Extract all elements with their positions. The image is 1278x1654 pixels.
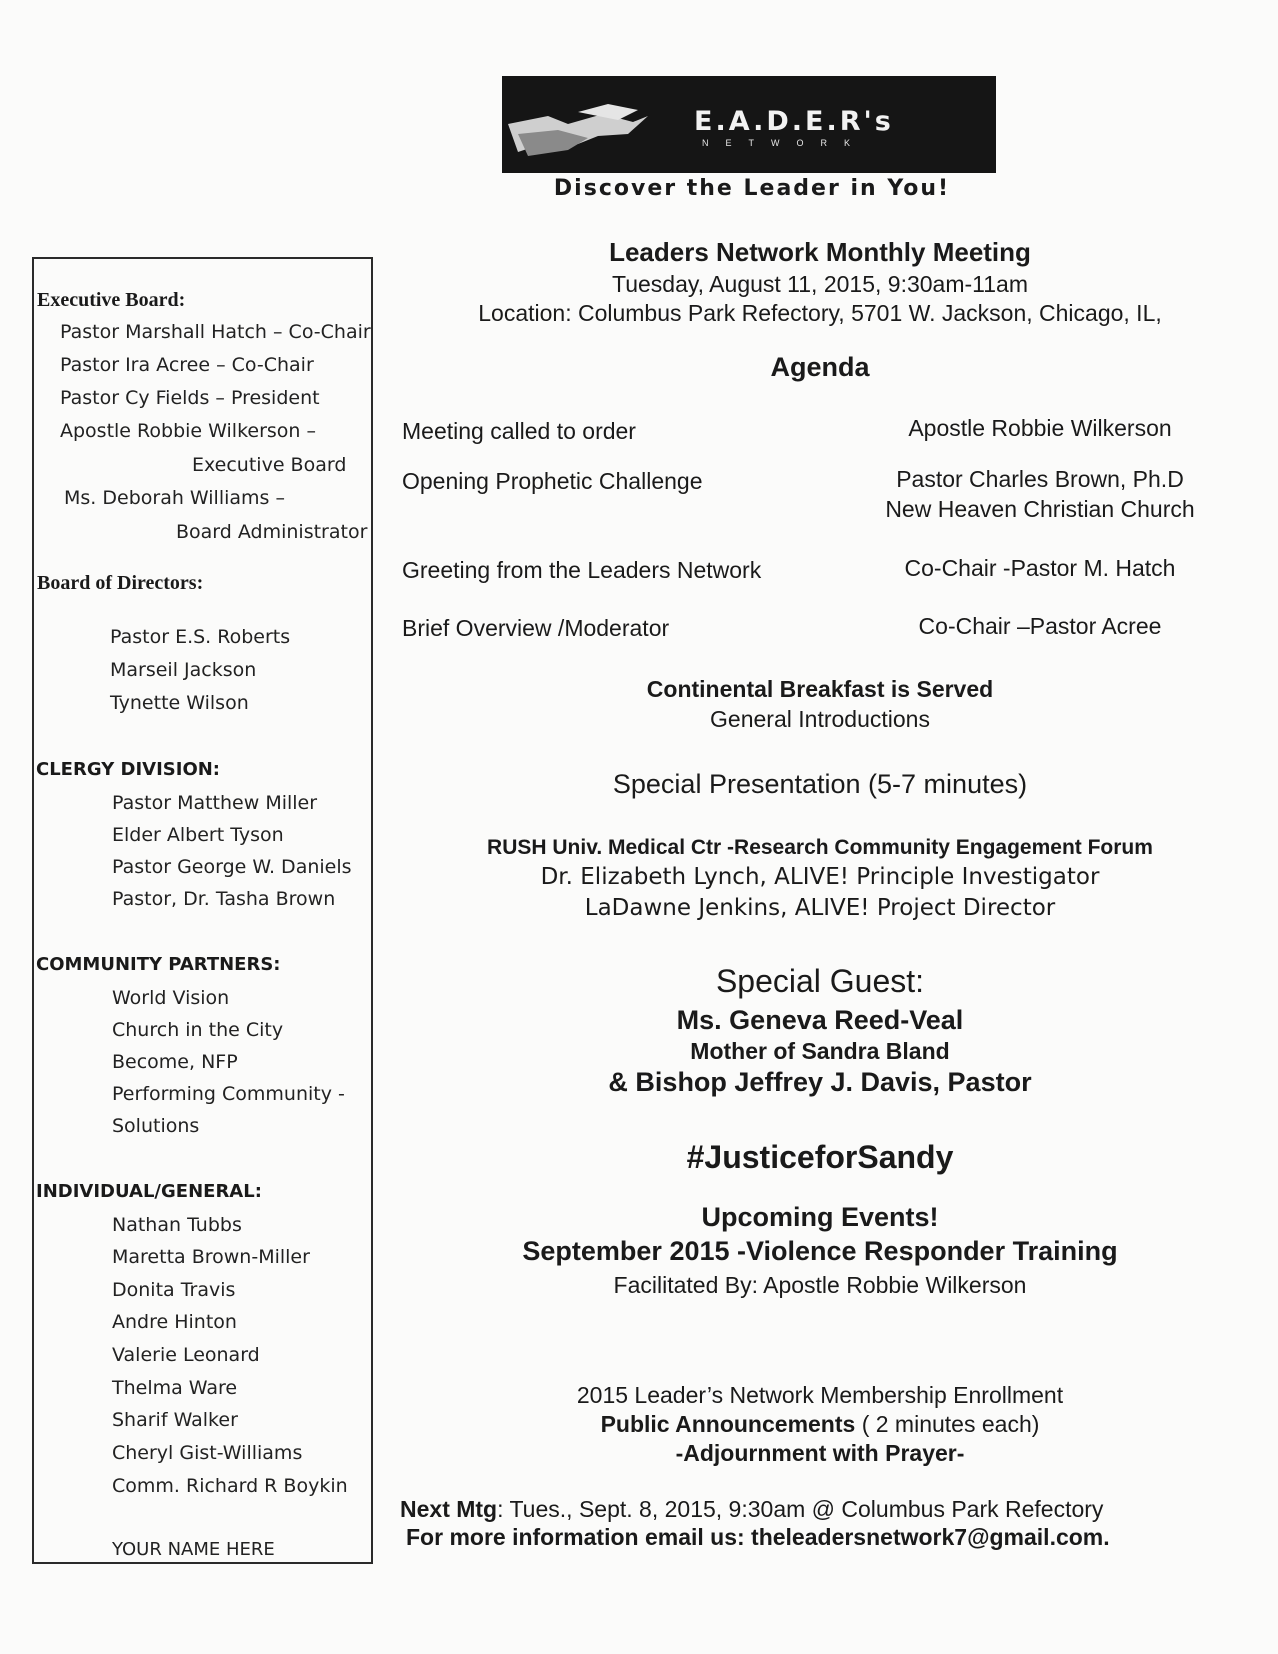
list-item: World Vision [112, 987, 230, 1009]
list-item: Elder Albert Tyson [112, 824, 284, 846]
agenda-presenter: Pastor Charles Brown, Ph.D [896, 466, 1184, 492]
agenda-item: Brief Overview /Moderator [402, 615, 670, 641]
meeting-location: Location: Columbus Park Refectory, 5701 W. Jackson, Chicago, IL, [478, 300, 1162, 326]
meeting-title: Leaders Network Monthly Meeting [609, 237, 1031, 267]
list-item: Pastor Ira Acree – Co-Chair [60, 354, 314, 376]
agenda-title: Agenda [770, 352, 870, 382]
community-partners-heading: COMMUNITY PARTNERS: [36, 954, 281, 975]
list-item: Apostle Robbie Wilkerson – [60, 420, 316, 442]
sidebar [32, 257, 373, 1564]
list-item: Executive Board [192, 454, 347, 476]
list-item: Pastor Cy Fields – President [60, 387, 320, 409]
list-item: Thelma Ware [112, 1377, 238, 1399]
list-item: Pastor Matthew Miller [112, 792, 318, 814]
your-name-placeholder: YOUR NAME HERE [112, 1539, 275, 1560]
list-item: Pastor, Dr. Tasha Brown [112, 888, 336, 910]
upcoming-facilitator: Facilitated By: Apostle Robbie Wilkerson [613, 1272, 1027, 1298]
special-guest-relation: Mother of Sandra Bland [690, 1038, 950, 1064]
upcoming-title: Upcoming Events! [701, 1202, 939, 1232]
individual-general-heading: INDIVIDUAL/GENERAL: [36, 1181, 262, 1202]
list-item: Marseil Jackson [110, 659, 257, 681]
special-presentation-title: Special Presentation (5-7 minutes) [612, 769, 1028, 799]
agenda-item: Meeting called to order [402, 418, 636, 444]
next-meeting [400, 1496, 1103, 1523]
tagline: Discover the Leader in You! [553, 176, 951, 201]
list-item: Pastor E.S. Roberts [110, 626, 291, 648]
list-item: Pastor Marshall Hatch – Co-Chair [60, 321, 371, 343]
agenda-presenter: Co-Chair –Pastor Acree [918, 613, 1162, 639]
list-item: Nathan Tubbs [112, 1214, 242, 1236]
next-meeting-label: Next Mtg [400, 1496, 498, 1522]
agenda-item: Opening Prophetic Challenge [402, 468, 703, 494]
list-item: Church in the City [112, 1019, 284, 1041]
list-item: Tynette Wilson [110, 692, 249, 714]
presentation-org: RUSH Univ. Medical Ctr -Research Community Engagement Forum [487, 836, 1153, 859]
list-item: Pastor George W. Daniels [112, 856, 352, 878]
clergy-division-heading: CLERGY DIVISION: [36, 759, 221, 780]
special-guest-title: Special Guest: [715, 963, 925, 999]
list-item: Performing Community - [112, 1083, 345, 1105]
list-item: Valerie Leonard [112, 1344, 260, 1366]
list-item: Solutions [112, 1115, 200, 1137]
list-item: Board Administrator [176, 521, 368, 543]
next-meeting-details: : Tues., Sept. 8, 2015, 9:30am @ Columbus Park Refectory [497, 1496, 1104, 1522]
breakfast-subtitle: General Introductions [710, 706, 930, 732]
public-announcements [390, 1411, 1250, 1438]
list-item: Sharif Walker [112, 1409, 238, 1431]
agenda-presenter: Co-Chair -Pastor M. Hatch [904, 555, 1176, 581]
agenda-presenter-org: New Heaven Christian Church [885, 496, 1195, 522]
hashtag: #JusticeforSandy [686, 1139, 954, 1175]
agenda-item: Greeting from the Leaders Network [402, 557, 762, 583]
breakfast-title: Continental Breakfast is Served [646, 676, 994, 702]
list-item: Cheryl Gist-Williams [112, 1442, 303, 1464]
presentation-person: Dr. Elizabeth Lynch, ALIVE! Principle Investigator [540, 864, 1100, 890]
agenda-presenter: Apostle Robbie Wilkerson [908, 415, 1172, 441]
list-item: Comm. Richard R Boykin [112, 1475, 348, 1497]
logo-name: E.A.D.E.R's [694, 106, 894, 137]
executive-board-heading: Executive Board: [37, 289, 186, 311]
meeting-date: Tuesday, August 11, 2015, 9:30am-11am [612, 271, 1028, 297]
presentation-person: LaDawne Jenkins, ALIVE! Project Director [584, 895, 1056, 921]
adjournment: -Adjournment with Prayer- [675, 1440, 965, 1466]
announcements-label: Public Announcements [600, 1411, 856, 1437]
list-item: Andre Hinton [112, 1311, 237, 1333]
contact-email-line: For more information email us: theleadersnetwork7@gmail.com. [406, 1524, 1110, 1550]
logo-subtitle: NETWORK [702, 138, 867, 148]
announcements-detail: ( 2 minutes each) [855, 1411, 1040, 1437]
list-item: Maretta Brown-Miller [112, 1246, 310, 1268]
logo [502, 76, 996, 173]
hands-logo-icon [508, 94, 658, 164]
special-guest-name: Ms. Geneva Reed-Veal [676, 1005, 964, 1035]
membership-enrollment: 2015 Leader’s Network Membership Enrollment [576, 1382, 1064, 1408]
upcoming-event: September 2015 -Violence Responder Training [522, 1236, 1118, 1266]
list-item: Donita Travis [112, 1279, 236, 1301]
board-of-directors-heading: Board of Directors: [37, 572, 204, 594]
special-guest-second: & Bishop Jeffrey J. Davis, Pastor [608, 1067, 1032, 1097]
list-item: Become, NFP [112, 1051, 238, 1073]
list-item: Ms. Deborah Williams – [64, 487, 285, 509]
